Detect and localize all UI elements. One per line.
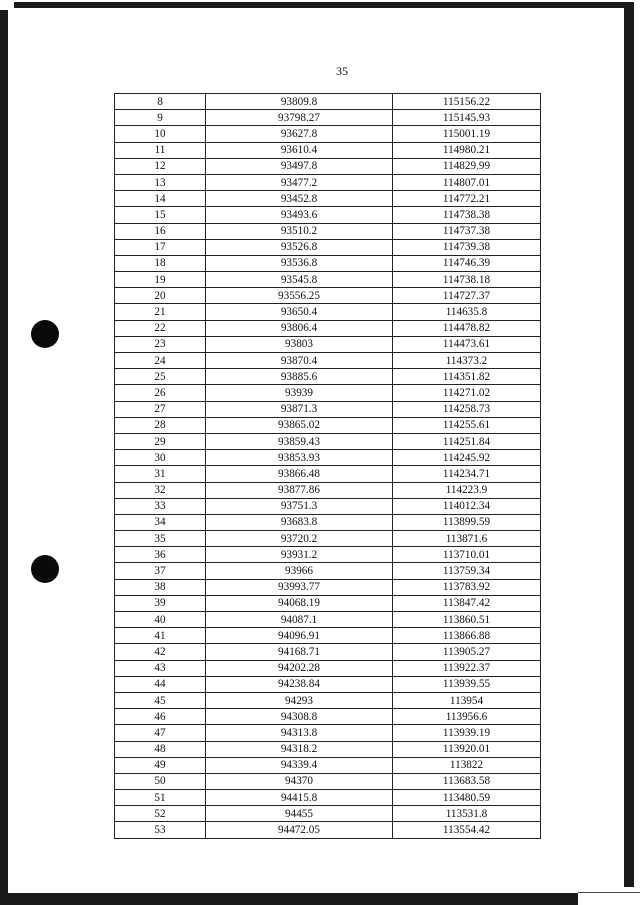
table-row (115, 644, 541, 660)
table-row (115, 433, 541, 449)
x-coordinate-cell: 94293 (206, 692, 393, 708)
x-coordinate-cell: 93627.8 (206, 126, 393, 142)
y-coordinate-cell: 114737.38 (393, 223, 541, 239)
x-coordinate-cell: 93871.3 (206, 401, 393, 417)
y-coordinate-cell: 113531.8 (393, 806, 541, 822)
table-row (115, 563, 541, 579)
x-coordinate-cell: 93798.27 (206, 110, 393, 126)
table-row (115, 822, 541, 838)
table-row (115, 773, 541, 789)
point-number-cell: 40 (115, 612, 206, 628)
y-coordinate-cell: 114980.21 (393, 142, 541, 158)
point-number-cell: 9 (115, 110, 206, 126)
table-row (115, 126, 541, 142)
point-number-cell: 35 (115, 531, 206, 547)
x-coordinate-cell: 93803 (206, 336, 393, 352)
point-number-cell: 10 (115, 126, 206, 142)
y-coordinate-cell: 113683.58 (393, 773, 541, 789)
point-number-cell: 29 (115, 433, 206, 449)
y-coordinate-cell: 114373.2 (393, 353, 541, 369)
y-coordinate-cell: 113871.6 (393, 531, 541, 547)
y-coordinate-cell: 113866.88 (393, 628, 541, 644)
table-row (115, 288, 541, 304)
y-coordinate-cell: 113759.34 (393, 563, 541, 579)
x-coordinate-cell: 93526.8 (206, 239, 393, 255)
coordinate-table (114, 93, 541, 839)
point-number-cell: 39 (115, 595, 206, 611)
point-number-cell: 36 (115, 547, 206, 563)
x-coordinate-cell: 94202.28 (206, 660, 393, 676)
y-coordinate-cell: 114727.37 (393, 288, 541, 304)
y-coordinate-cell: 113554.42 (393, 822, 541, 838)
table-row (115, 336, 541, 352)
y-coordinate-cell: 113939.55 (393, 676, 541, 692)
y-coordinate-cell: 113939.19 (393, 725, 541, 741)
table-row (115, 304, 541, 320)
y-coordinate-cell: 114746.39 (393, 255, 541, 271)
point-number-cell: 46 (115, 709, 206, 725)
punch-hole-lower (31, 555, 59, 583)
point-number-cell: 42 (115, 644, 206, 660)
table-row (115, 191, 541, 207)
point-number-cell: 32 (115, 482, 206, 498)
point-number-cell: 25 (115, 369, 206, 385)
x-coordinate-cell: 94313.8 (206, 725, 393, 741)
x-coordinate-cell: 93477.2 (206, 174, 393, 190)
x-coordinate-cell: 93751.3 (206, 498, 393, 514)
x-coordinate-cell: 93497.8 (206, 158, 393, 174)
y-coordinate-cell: 113905.27 (393, 644, 541, 660)
y-coordinate-cell: 114223.9 (393, 482, 541, 498)
x-coordinate-cell: 93885.6 (206, 369, 393, 385)
point-number-cell: 8 (115, 94, 206, 110)
y-coordinate-cell: 113899.59 (393, 514, 541, 530)
x-coordinate-cell: 94339.4 (206, 757, 393, 773)
x-coordinate-cell: 94068.19 (206, 595, 393, 611)
y-coordinate-cell: 114478.82 (393, 320, 541, 336)
table-row (115, 595, 541, 611)
scan-edge-bottom-line (578, 892, 640, 893)
scan-edge-left (0, 10, 8, 905)
table-row (115, 547, 541, 563)
x-coordinate-cell: 93493.6 (206, 207, 393, 223)
x-coordinate-cell: 93993.77 (206, 579, 393, 595)
x-coordinate-cell: 93865.02 (206, 417, 393, 433)
scan-edge-right (624, 2, 634, 887)
table-row (115, 94, 541, 110)
point-number-cell: 38 (115, 579, 206, 595)
table-row (115, 353, 541, 369)
y-coordinate-cell: 114271.02 (393, 385, 541, 401)
point-number-cell: 11 (115, 142, 206, 158)
point-number-cell: 23 (115, 336, 206, 352)
point-number-cell: 27 (115, 401, 206, 417)
y-coordinate-cell: 114829.99 (393, 158, 541, 174)
point-number-cell: 18 (115, 255, 206, 271)
table-row (115, 110, 541, 126)
x-coordinate-cell: 93859.43 (206, 433, 393, 449)
x-coordinate-cell: 93806.4 (206, 320, 393, 336)
y-coordinate-cell: 114255.61 (393, 417, 541, 433)
y-coordinate-cell: 114251.84 (393, 433, 541, 449)
y-coordinate-cell: 113956.6 (393, 709, 541, 725)
y-coordinate-cell: 113922.37 (393, 660, 541, 676)
point-number-cell: 24 (115, 353, 206, 369)
table-row (115, 207, 541, 223)
x-coordinate-cell: 94308.8 (206, 709, 393, 725)
y-coordinate-cell: 114738.38 (393, 207, 541, 223)
point-number-cell: 28 (115, 417, 206, 433)
y-coordinate-cell: 114807.01 (393, 174, 541, 190)
point-number-cell: 22 (115, 320, 206, 336)
table-row (115, 417, 541, 433)
x-coordinate-cell: 94096.91 (206, 628, 393, 644)
point-number-cell: 26 (115, 385, 206, 401)
point-number-cell: 34 (115, 514, 206, 530)
x-coordinate-cell: 93510.2 (206, 223, 393, 239)
point-number-cell: 43 (115, 660, 206, 676)
point-number-cell: 14 (115, 191, 206, 207)
y-coordinate-cell: 114738.18 (393, 272, 541, 288)
point-number-cell: 41 (115, 628, 206, 644)
y-coordinate-cell: 113710.01 (393, 547, 541, 563)
point-number-cell: 31 (115, 466, 206, 482)
x-coordinate-cell: 93931.2 (206, 547, 393, 563)
point-number-cell: 19 (115, 272, 206, 288)
table-row (115, 223, 541, 239)
table-row (115, 741, 541, 757)
point-number-cell: 50 (115, 773, 206, 789)
y-coordinate-cell: 115001.19 (393, 126, 541, 142)
point-number-cell: 15 (115, 207, 206, 223)
point-number-cell: 47 (115, 725, 206, 741)
point-number-cell: 37 (115, 563, 206, 579)
punch-hole-upper (31, 320, 59, 348)
table-row (115, 239, 541, 255)
point-number-cell: 13 (115, 174, 206, 190)
y-coordinate-cell: 113860.51 (393, 612, 541, 628)
table-row (115, 482, 541, 498)
point-number-cell: 44 (115, 676, 206, 692)
table-row (115, 401, 541, 417)
point-number-cell: 17 (115, 239, 206, 255)
x-coordinate-cell: 94168.71 (206, 644, 393, 660)
table-row (115, 158, 541, 174)
x-coordinate-cell: 93853.93 (206, 450, 393, 466)
x-coordinate-cell: 93870.4 (206, 353, 393, 369)
table-row (115, 790, 541, 806)
table-row (115, 385, 541, 401)
table-row (115, 450, 541, 466)
y-coordinate-cell: 114234.71 (393, 466, 541, 482)
y-coordinate-cell: 114772.21 (393, 191, 541, 207)
table-row (115, 612, 541, 628)
x-coordinate-cell: 94472.05 (206, 822, 393, 838)
table-row (115, 660, 541, 676)
scan-edge-top (14, 2, 628, 8)
table-row (115, 628, 541, 644)
table-row (115, 142, 541, 158)
y-coordinate-cell: 115145.93 (393, 110, 541, 126)
table-row (115, 676, 541, 692)
point-number-cell: 33 (115, 498, 206, 514)
y-coordinate-cell: 114473.61 (393, 336, 541, 352)
x-coordinate-cell: 93877.86 (206, 482, 393, 498)
x-coordinate-cell: 93809.8 (206, 94, 393, 110)
y-coordinate-cell: 113783.92 (393, 579, 541, 595)
table-row (115, 531, 541, 547)
point-number-cell: 30 (115, 450, 206, 466)
y-coordinate-cell: 113920.01 (393, 741, 541, 757)
x-coordinate-cell: 94455 (206, 806, 393, 822)
x-coordinate-cell: 93966 (206, 563, 393, 579)
x-coordinate-cell: 94087.1 (206, 612, 393, 628)
table-row (115, 806, 541, 822)
point-number-cell: 51 (115, 790, 206, 806)
table-row (115, 579, 541, 595)
point-number-cell: 20 (115, 288, 206, 304)
x-coordinate-cell: 93939 (206, 385, 393, 401)
point-number-cell: 12 (115, 158, 206, 174)
y-coordinate-cell: 113847.42 (393, 595, 541, 611)
point-number-cell: 45 (115, 692, 206, 708)
x-coordinate-cell: 93452.8 (206, 191, 393, 207)
page-number: 35 (336, 64, 348, 78)
y-coordinate-cell: 114739.38 (393, 239, 541, 255)
table-row (115, 174, 541, 190)
x-coordinate-cell: 94370 (206, 773, 393, 789)
table-row (115, 709, 541, 725)
table-row (115, 320, 541, 336)
point-number-cell: 21 (115, 304, 206, 320)
x-coordinate-cell: 93650.4 (206, 304, 393, 320)
x-coordinate-cell: 93556.25 (206, 288, 393, 304)
scan-edge-bottom (0, 893, 578, 905)
x-coordinate-cell: 93536.8 (206, 255, 393, 271)
table-row (115, 725, 541, 741)
x-coordinate-cell: 93610.4 (206, 142, 393, 158)
table-row (115, 692, 541, 708)
y-coordinate-cell: 113954 (393, 692, 541, 708)
point-number-cell: 16 (115, 223, 206, 239)
x-coordinate-cell: 94318.2 (206, 741, 393, 757)
table-row (115, 466, 541, 482)
table-row (115, 272, 541, 288)
table-row (115, 369, 541, 385)
y-coordinate-cell: 114351.82 (393, 369, 541, 385)
x-coordinate-cell: 93683.8 (206, 514, 393, 530)
table-row (115, 757, 541, 773)
x-coordinate-cell: 94238.84 (206, 676, 393, 692)
x-coordinate-cell: 93866.48 (206, 466, 393, 482)
x-coordinate-cell: 94415.8 (206, 790, 393, 806)
y-coordinate-cell: 113822 (393, 757, 541, 773)
x-coordinate-cell: 93545.8 (206, 272, 393, 288)
table-row (115, 255, 541, 271)
coordinate-table-body (115, 94, 541, 839)
point-number-cell: 49 (115, 757, 206, 773)
y-coordinate-cell: 115156.22 (393, 94, 541, 110)
point-number-cell: 53 (115, 822, 206, 838)
y-coordinate-cell: 113480.59 (393, 790, 541, 806)
y-coordinate-cell: 114012.34 (393, 498, 541, 514)
y-coordinate-cell: 114635.8 (393, 304, 541, 320)
point-number-cell: 52 (115, 806, 206, 822)
point-number-cell: 48 (115, 741, 206, 757)
y-coordinate-cell: 114245.92 (393, 450, 541, 466)
y-coordinate-cell: 114258.73 (393, 401, 541, 417)
table-row (115, 514, 541, 530)
x-coordinate-cell: 93720.2 (206, 531, 393, 547)
table-row (115, 498, 541, 514)
